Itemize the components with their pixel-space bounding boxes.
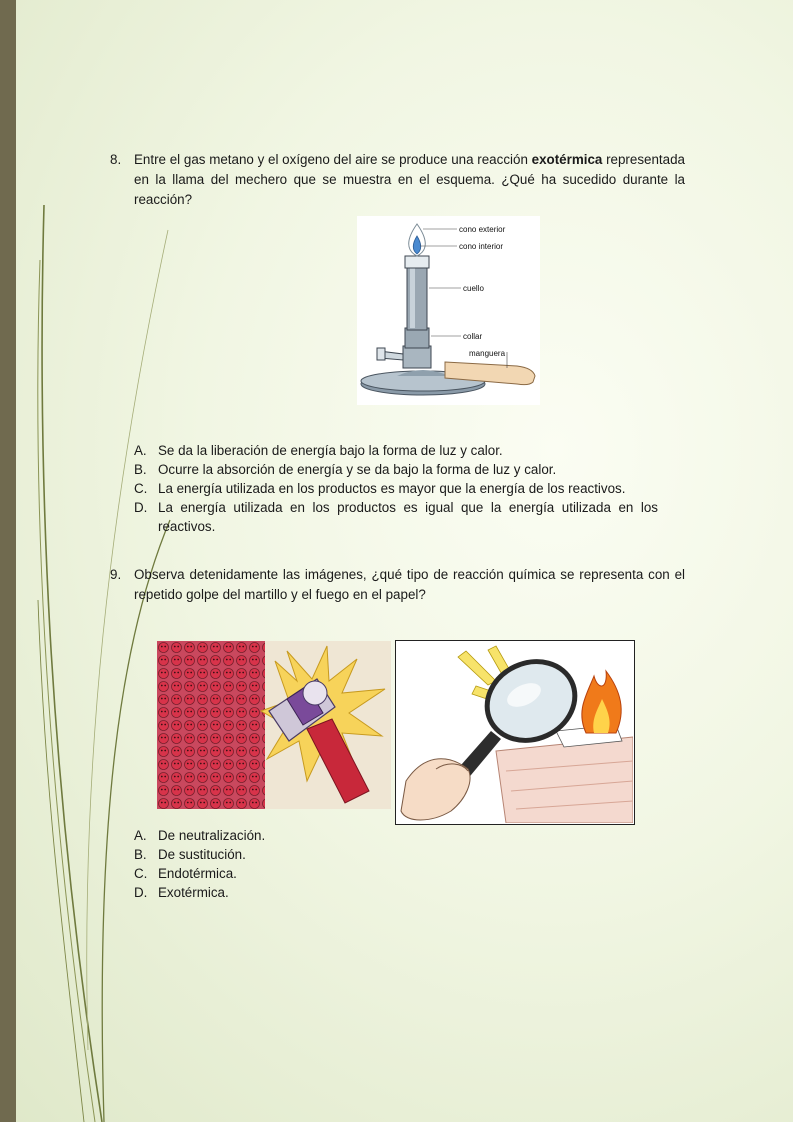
option-text: Ocurre la absorción de energía y se da bajo la forma de luz y calor. — [158, 462, 557, 477]
question-8-options — [134, 441, 658, 536]
option-9b — [134, 845, 434, 864]
option-letter: B. — [134, 462, 147, 477]
option-8c — [134, 479, 658, 498]
option-8d — [134, 498, 658, 536]
question-8-text — [110, 150, 685, 210]
question-8-text-part2: representada en la llama del mechero que se muestra en el esquema. ¿Qué ha sucedido durante la reacción? — [134, 152, 685, 207]
question-9-text — [110, 565, 685, 605]
option-9a — [134, 826, 434, 845]
option-letter: A. — [134, 443, 147, 458]
option-text: De sustitución. — [158, 847, 246, 862]
option-text: Exotérmica. — [158, 885, 229, 900]
option-text: La energía utilizada en los productos es igual que la energía utilizada en los reactivos. — [158, 500, 658, 534]
question-9-number: 9. — [110, 567, 122, 582]
question-8-keyword: exotérmica — [531, 152, 603, 167]
question-9-options — [134, 826, 434, 902]
option-8b — [134, 460, 658, 479]
label-inner-cone: cono interior — [459, 242, 504, 251]
question-8-number: 8. — [110, 152, 122, 167]
option-letter: B. — [134, 847, 147, 862]
option-9d — [134, 883, 434, 902]
option-letter: C. — [134, 866, 148, 881]
option-text: Se da la liberación de energía bajo la forma de luz y calor. — [158, 443, 503, 458]
option-letter: A. — [134, 828, 147, 843]
option-8a — [134, 441, 658, 460]
question-8-text-part1: Entre el gas metano y el oxígeno del aire se produce una reacción — [134, 152, 532, 167]
label-collar: collar — [463, 332, 483, 341]
bunsen-burner-diagram — [357, 216, 540, 405]
hammer-impact-image — [157, 641, 391, 809]
option-text: Endotérmica. — [158, 866, 237, 881]
option-letter: D. — [134, 885, 148, 900]
label-outer-cone: cono exterior — [459, 225, 506, 234]
question-9-body: Observa detenidamente las imágenes, ¿qué tipo de reacción química se representa con el repetido golpe del martillo y el fuego en el papel? — [134, 567, 685, 602]
label-hose: manguera — [469, 349, 506, 358]
option-text: De neutralización. — [158, 828, 266, 843]
magnifying-glass-fire-image — [395, 640, 635, 825]
option-text: La energía utilizada en los productos es mayor que la energía de los reactivos. — [158, 481, 626, 496]
option-letter: C. — [134, 481, 148, 496]
option-letter: D. — [134, 500, 148, 515]
label-neck: cuello — [463, 284, 484, 293]
option-9c — [134, 864, 434, 883]
